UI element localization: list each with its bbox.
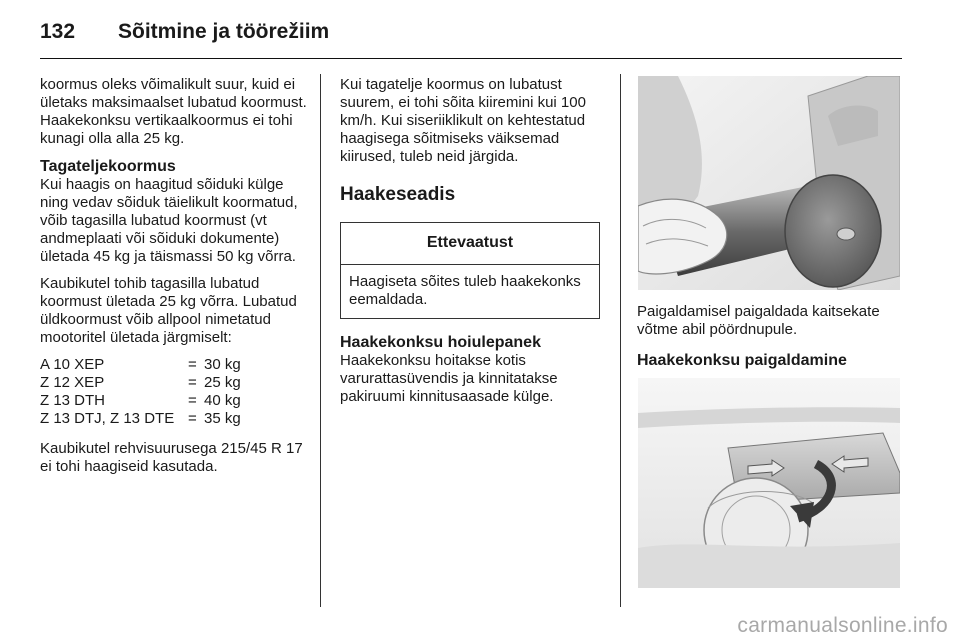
- header-rule: [40, 58, 902, 59]
- section-heading-towing-device: Haakeseadis: [340, 184, 456, 205]
- equals-sign: =: [188, 392, 197, 409]
- page-title: Sõitmine ja töörežiim: [118, 20, 330, 43]
- caution-text: Haagiseta sõites tuleb haakekonks eemaldada.: [349, 273, 581, 308]
- column-1: [40, 76, 308, 485]
- load-value: 40 kg: [204, 392, 241, 409]
- engine-load-table: [40, 356, 308, 428]
- column-divider-1: [320, 74, 321, 607]
- section-heading-rear-axle: Tagateljekoormus: [40, 158, 176, 175]
- section-heading-storage: Haakekonksu hoiulepanek: [340, 334, 541, 351]
- page-header: [40, 10, 902, 60]
- engine-name: Z 13 DTJ, Z 13 DTE: [40, 410, 175, 427]
- column-3: [637, 303, 907, 370]
- caution-box: [340, 222, 600, 319]
- load-value: 30 kg: [204, 356, 241, 373]
- column-2: [340, 76, 602, 415]
- section-heading-installing: Haakekonksu paigaldamine: [637, 352, 847, 369]
- engine-name: A 10 XEP: [40, 356, 105, 373]
- watermark: carmanualsonline.info: [737, 614, 948, 637]
- col1-para3: Kaubikutel rehvisuurusega 215/45 R 17 ei tohi haagiseid kasutada.: [40, 440, 303, 475]
- equals-sign: =: [188, 410, 197, 427]
- tow-ball-cover-illustration: [638, 76, 900, 290]
- engine-name: Z 12 XEP: [40, 374, 105, 391]
- page-number: 132: [40, 20, 76, 43]
- engine-name: Z 13 DTH: [40, 392, 106, 409]
- col1-intro: koormus oleks võimalikult suur, kuid ei ületaks maksimaalset lubatud koormust. Haakekonksu vertikaalkoormus ei tohi kunagi olla alla 25 kg.: [40, 76, 307, 147]
- col1-para1: Kui haagis on haagitud sõiduki külge ning vedav sõiduk täielikult koormatud, võib tagasilla lubatud koormust (vt andmeplaati või sõiduki dokumente) ületada 45 kg ja täismassi 50 kg võrra.: [40, 176, 298, 265]
- col2-para: Haakekonksu hoitakse kotis varurattasüvendis ja kinnitatakse pakiruumi kinnitusaasade külge.: [340, 352, 558, 405]
- col1-para2: Kaubikutel tohib tagasilla lubatud koormust ületada 25 kg võrra. Lubatud üldkoormust võib allpool nimetatud mootoritel ületada järgmiselt:: [40, 275, 297, 346]
- equals-sign: =: [188, 374, 197, 391]
- caution-title: Ettevaatust: [341, 223, 599, 265]
- tow-hook-installation-illustration: [638, 378, 900, 588]
- equals-sign: =: [188, 356, 197, 373]
- load-value: 25 kg: [204, 374, 241, 391]
- column-divider-2: [620, 74, 621, 607]
- col3-caption: Paigaldamisel paigaldada kaitsekate võtme abil pöördnupule.: [637, 303, 880, 338]
- load-value: 35 kg: [204, 410, 241, 427]
- col2-intro: Kui tagatelje koormus on lubatust suurem, ei tohi sõita kiiremini kui 100 km/h. Kui siseriiklikult on kehtestatud haagisega sõitmiseks väiksemad kiirused, tuleb neid järgida.: [340, 76, 586, 165]
